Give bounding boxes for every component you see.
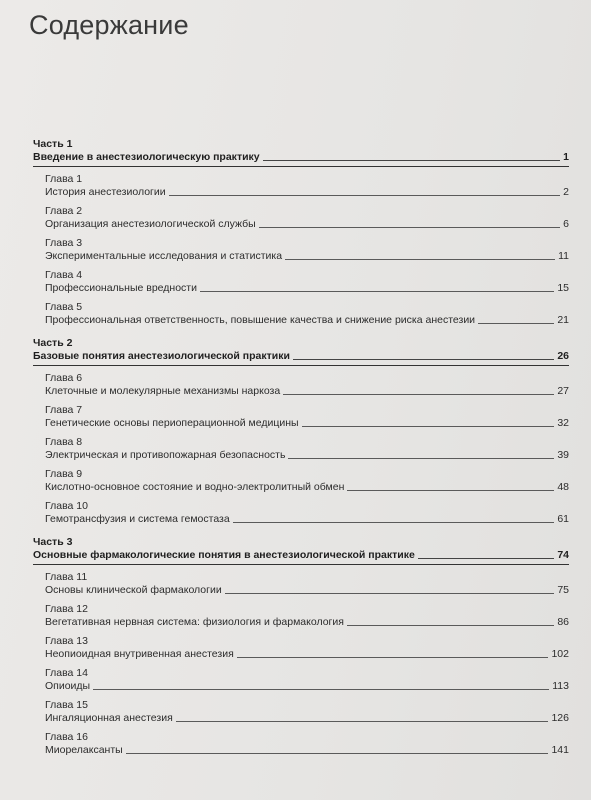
- leader-line: [169, 195, 561, 196]
- chapter-title-row: [45, 712, 569, 725]
- chapter-page-number: 11: [558, 250, 569, 262]
- chapter-title: Миорелаксанты: [45, 744, 123, 756]
- chapter-title: Генетические основы периоперационной медицины: [45, 417, 299, 429]
- chapter-page-number: 61: [557, 513, 569, 525]
- leader-line: [233, 522, 555, 523]
- chapter-label: Глава 13: [45, 635, 88, 647]
- leader-line: [200, 291, 554, 292]
- leader-line: [347, 625, 554, 626]
- chapter-title: Электрическая и противопожарная безопасность: [45, 449, 286, 461]
- part-divider: [33, 166, 569, 167]
- toc-chapter[interactable]: [45, 301, 569, 327]
- chapter-page-number: 75: [557, 584, 569, 596]
- chapter-label: Глава 4: [45, 269, 83, 281]
- toc-chapter[interactable]: [45, 500, 569, 526]
- chapter-label: Глава 5: [45, 301, 83, 313]
- chapter-label: Глава 1: [45, 173, 83, 185]
- toc-chapter[interactable]: [45, 731, 569, 757]
- part-page-number: 1: [563, 151, 569, 163]
- leader-line: [263, 160, 561, 161]
- part-divider: [33, 564, 569, 565]
- chapter-label: Глава 7: [45, 404, 83, 416]
- chapter-page-number: 32: [557, 417, 569, 429]
- leader-line: [237, 657, 549, 658]
- chapter-title: Клеточные и молекулярные механизмы наркоза: [45, 385, 281, 397]
- leader-line: [285, 259, 555, 260]
- leader-line: [176, 721, 549, 722]
- leader-line: [93, 689, 549, 690]
- chapter-label: Глава 8: [45, 436, 83, 448]
- toc-chapter[interactable]: [45, 635, 569, 661]
- chapter-label: Глава 16: [45, 731, 88, 743]
- page-title: Содержание: [29, 10, 189, 40]
- chapter-title: Гемотрансфузия и система гемостаза: [45, 513, 230, 525]
- leader-line: [225, 593, 555, 594]
- toc-chapter[interactable]: [45, 468, 569, 494]
- chapter-title: Опиоиды: [45, 680, 91, 692]
- leader-line: [259, 227, 560, 228]
- part-label: Часть 2: [33, 337, 73, 349]
- part-divider: [33, 365, 569, 366]
- chapter-title: Ингаляционная анестезия: [45, 712, 173, 724]
- chapter-title-row: [45, 513, 569, 526]
- chapter-title: История анестезиологии: [45, 186, 166, 198]
- part-label: Часть 1: [33, 138, 73, 150]
- chapter-label: Глава 15: [45, 699, 88, 711]
- chapter-label: Глава 11: [45, 571, 88, 583]
- chapter-page-number: 39: [557, 449, 569, 461]
- toc-chapter[interactable]: [45, 699, 569, 725]
- chapter-title: Профессиональные вредности: [45, 282, 197, 294]
- toc-chapter[interactable]: [45, 237, 569, 263]
- chapter-page-number: 6: [563, 218, 569, 230]
- chapter-title-row: [45, 186, 569, 199]
- chapter-title: Профессиональная ответственность, повышение качества и снижение риска анестезии: [45, 314, 476, 326]
- chapter-title-row: [45, 417, 569, 430]
- part-title: Базовые понятия анестезиологической практики: [33, 350, 290, 362]
- chapter-title-row: [45, 680, 569, 693]
- toc-chapter[interactable]: [45, 667, 569, 693]
- chapter-title: Экспериментальные исследования и статистика: [45, 250, 283, 262]
- chapter-page-number: 102: [551, 648, 569, 660]
- chapter-title-row: [45, 616, 569, 629]
- chapter-title: Основы клинической фармакологии: [45, 584, 222, 596]
- chapter-label: Глава 6: [45, 372, 83, 384]
- toc-part: [33, 138, 569, 327]
- chapter-title: Вегетативная нервная система: физиология и фармакология: [45, 616, 344, 628]
- part-page-number: 26: [557, 350, 569, 362]
- chapter-page-number: 48: [557, 481, 569, 493]
- leader-line: [126, 753, 549, 754]
- chapter-title-row: [45, 648, 569, 661]
- chapter-label: Глава 2: [45, 205, 83, 217]
- leader-line: [418, 558, 554, 559]
- chapter-title-row: [45, 385, 569, 398]
- chapter-page-number: 86: [557, 616, 569, 628]
- chapter-title: Неопиоидная внутривенная анестезия: [45, 648, 234, 660]
- toc-chapter[interactable]: [45, 603, 569, 629]
- chapter-label: Глава 3: [45, 237, 83, 249]
- chapter-label: Глава 14: [45, 667, 88, 679]
- part-page-number: 74: [557, 549, 569, 561]
- leader-line: [283, 394, 554, 395]
- chapter-title-row: [45, 481, 569, 494]
- toc-chapter[interactable]: [45, 269, 569, 295]
- toc-part: [33, 536, 569, 757]
- chapter-page-number: 15: [557, 282, 569, 294]
- chapter-page-number: 113: [552, 680, 569, 692]
- chapter-title-row: [45, 282, 569, 295]
- chapter-page-number: 141: [551, 744, 569, 756]
- chapter-title-row: [45, 314, 569, 327]
- chapter-title-row: [45, 744, 569, 757]
- toc-chapter[interactable]: [45, 404, 569, 430]
- toc-chapter[interactable]: [45, 372, 569, 398]
- chapter-page-number: 21: [557, 314, 569, 326]
- chapter-page-number: 27: [557, 385, 569, 397]
- chapter-title-row: [45, 250, 569, 263]
- leader-line: [302, 426, 555, 427]
- chapter-page-number: 126: [551, 712, 569, 724]
- part-label: Часть 3: [33, 536, 73, 548]
- part-title-row[interactable]: [33, 549, 569, 562]
- leader-line: [288, 458, 554, 459]
- chapter-label: Глава 9: [45, 468, 83, 480]
- leader-line: [347, 490, 554, 491]
- part-title-row[interactable]: [33, 350, 569, 363]
- chapter-label: Глава 12: [45, 603, 88, 615]
- leader-line: [478, 323, 554, 324]
- chapter-title-row: [45, 584, 569, 597]
- chapter-page-number: 2: [563, 186, 569, 198]
- toc-part: [33, 337, 569, 526]
- chapter-title-row: [45, 218, 569, 231]
- chapter-title: Организация анестезиологической службы: [45, 218, 256, 230]
- chapter-label: Глава 10: [45, 500, 88, 512]
- leader-line: [293, 359, 554, 360]
- part-title-row[interactable]: [33, 151, 569, 164]
- chapter-title-row: [45, 449, 569, 462]
- table-of-contents: [33, 138, 569, 761]
- toc-chapter[interactable]: [45, 173, 569, 199]
- chapter-title: Кислотно-основное состояние и водно-электролитный обмен: [45, 481, 345, 493]
- toc-chapter[interactable]: [45, 436, 569, 462]
- part-title: Основные фармакологические понятия в анестезиологической практике: [33, 549, 415, 561]
- toc-chapter[interactable]: [45, 571, 569, 597]
- toc-chapter[interactable]: [45, 205, 569, 231]
- part-title: Введение в анестезиологическую практику: [33, 151, 260, 163]
